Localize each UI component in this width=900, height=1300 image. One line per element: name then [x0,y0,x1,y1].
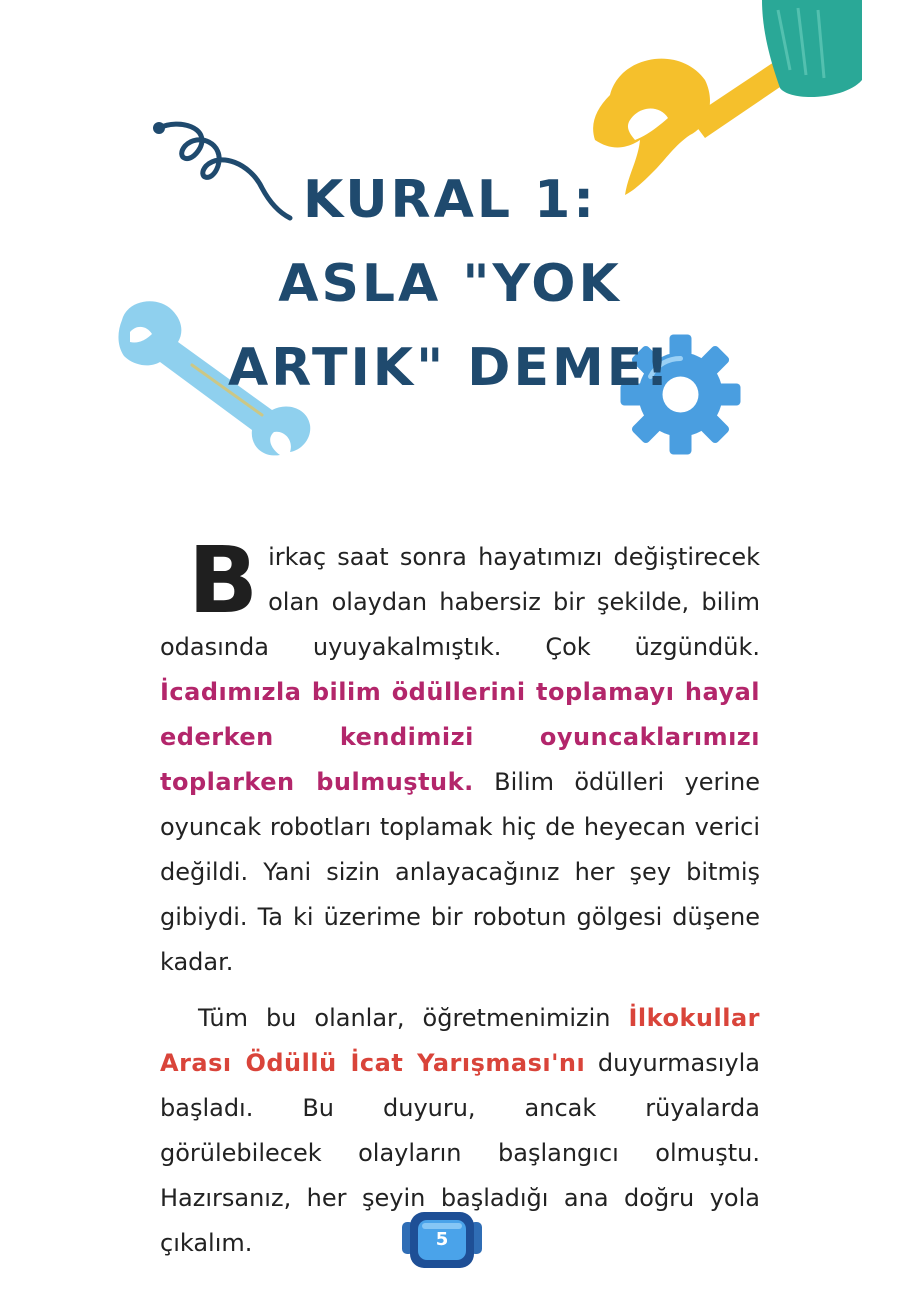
paragraph-1-text-b: Bilim ödülleri yerine oyuncak robotları toplamak hiç de heyecan verici değildi. Yani sizin anlayacağınız her şey bitmiş gibiydi. Ta ki üzerime bir robotun gölgesi düşene kadar. [160,768,760,976]
body-text [160,527,760,1266]
paragraph-2-highlight: İlkokullar Arası Ödüllü İcat Yarışması'nı [160,1004,760,1077]
paragraph-1-text-a: irkaç saat sonra hayatımızı değiştirecek olan olaydan habersiz bir şekilde, bilim odasında uyuyakalmıştık. Çok üzgündük. [160,543,760,661]
title-line-2: ASLA "YOK [278,254,622,314]
title-line-1: KURAL 1: [302,170,598,230]
chapter-title [200,158,700,410]
paragraph-1 [160,527,760,985]
paragraph-2-text-a: Tüm bu olanlar, öğretmenimizin [198,1004,629,1032]
title-line-3: ARTIK" DEME! [228,338,672,398]
drop-cap: B [188,527,259,634]
paragraph-2-text-b: duyurmasıyla başladı. Bu duyuru, ancak rüyalarda görülebilecek olayların başlangıcı olmuştu. Hazırsanız, her şeyin başladığı ana doğru yola çıkalım. [160,1049,760,1257]
page-number: 5 [435,1229,449,1250]
paragraph-1-highlight: İcadımızla bilim ödüllerini toplamayı hayal ederken kendimizi oyuncaklarımızı toplarken bulmuştuk. [160,678,760,796]
page-number-badge [400,1208,484,1272]
